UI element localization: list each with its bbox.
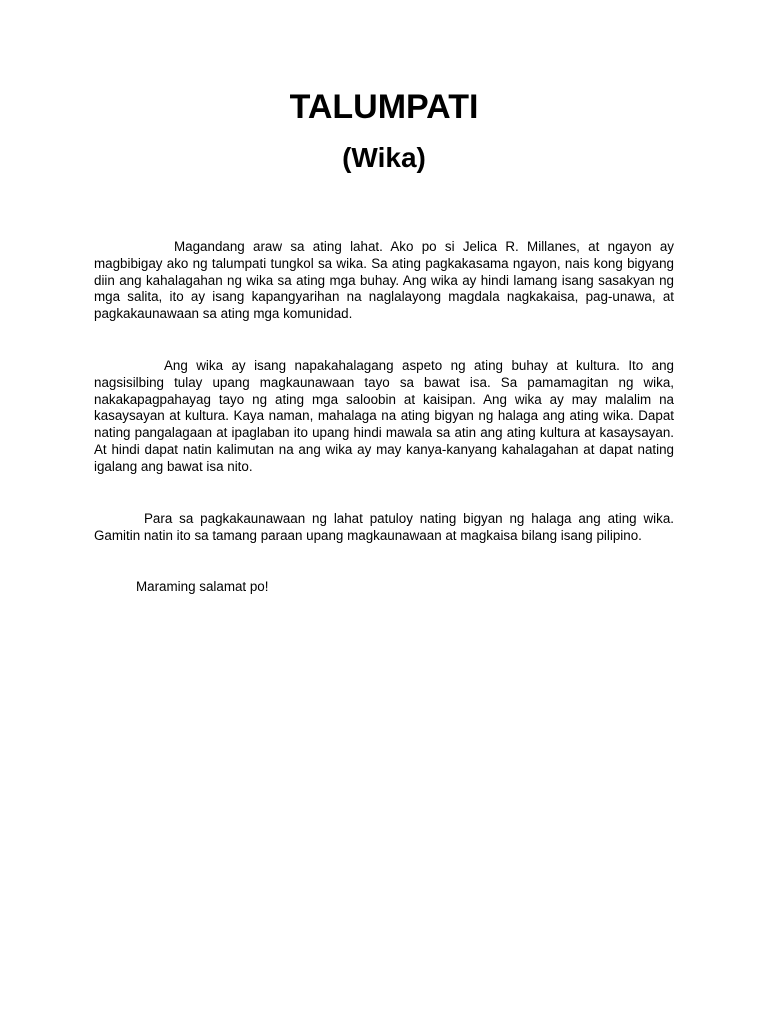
paragraph-introduction: Magandang araw sa ating lahat. Ako po si Jelica R. Millanes, at ngayon ay magbibigay ako ng talumpati tungkol sa wika. Sa ating pagkakasama ngayon, nais kong bigyang diin ang kahalagahan ng wika sa ating mga buhay. Ang wika ay hindi lamang isang sasakyan ng mga salita, ito ay isang kapangyarihan na naglalayong magdala nagkakaisa, pag-unawa, at pagkakaunawaan sa ating mga komunidad.: [94, 239, 674, 322]
document-subtitle: (Wika): [342, 142, 426, 173]
document-title: TALUMPATI: [289, 88, 479, 126]
paragraph-body: Ang wika ay isang napakahalagang aspeto ng ating buhay at kultura. Ito ang nagsisilbing tulay upang magkaunawaan tayo sa bawat isa. Sa pamamagitan ng wika, nakakapagpahayag tayo ng ating mga saloobin at kaisipan. Ang wika ay may malalim na kasaysayan at kultura. Kaya naman, mahalaga na ating bigyan ng halaga ang ating wika. Dapat nating pangalagaan at ipaglaban ito upang hindi mawala sa atin ang ating kultura at kasaysayan. At hindi dapat natin kalimutan na ang wika ay may kanya-kanyang kahalagahan at dapat nating igalang ang bawat isa nito.: [94, 358, 674, 474]
paragraph-conclusion: Para sa pagkakaunawaan ng lahat patuloy nating bigyan ng halaga ang ating wika. Gamitin natin ito sa tamang paraan upang magkaunawaan at magkaisa bilang isang pilipino.: [94, 511, 674, 543]
closing-line: Maraming salamat po!: [136, 579, 269, 594]
